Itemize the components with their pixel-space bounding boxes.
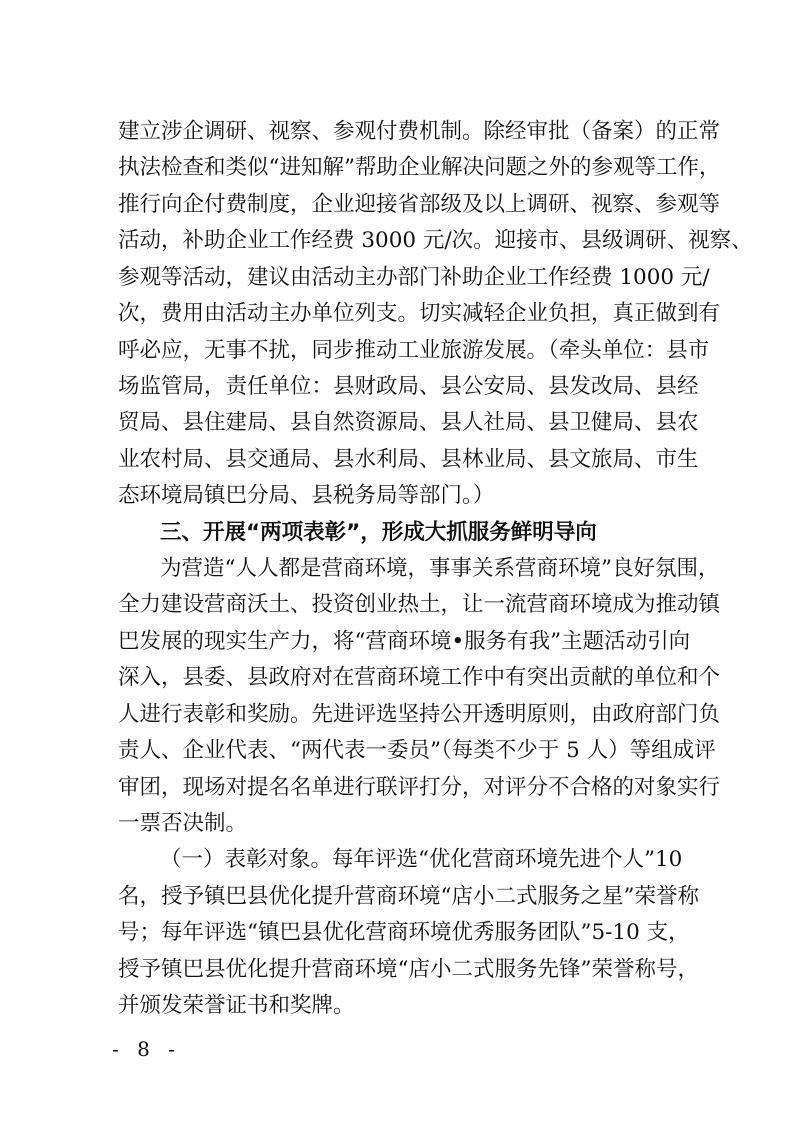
paragraph-1-line-10: 业农村局、县交通局、县水利局、县林业局、县文旅局、市生 xyxy=(118,446,699,472)
paragraph-2-line-2: 全力建设营商沃土、投资创业热土，让一流营商环境成为推动镇 xyxy=(118,592,721,618)
paragraph-1-line-8: 场监管局，责任单位：县财政局、县公安局、县发改局、县经 xyxy=(118,373,699,399)
paragraph-2-line-7: 审团，现场对提名名单进行联评打分，对评分不合格的对象实行 xyxy=(118,774,721,800)
paragraph-1-line-9: 贸局、县住建局、县自然资源局、县人社局、县卫健局、县农 xyxy=(118,410,699,436)
paragraph-2-line-1: 为营造“人人都是营商环境，事事关系营商环境”良好氛围， xyxy=(160,556,720,581)
paragraph-1-line-2: 执法检查和类似“进知解”帮助企业解决问题之外的参观等工作， xyxy=(118,155,721,181)
paragraph-1-line-1: 建立涉企调研、视察、参观付费机制。除经审批（备案）的正常 xyxy=(118,119,721,144)
paragraph-2-line-4: 深入，县委、县政府对在营商环境工作中有突出贡献的单位和个 xyxy=(118,665,721,691)
paragraph-1-line-4: 活动，补助企业工作经费 3000 元/次。迎接市、县级调研、视察、 xyxy=(118,228,753,254)
paragraph-1-line-6: 次，费用由活动主办单位列支。切实减轻企业负担，真正做到有 xyxy=(118,301,721,327)
paragraph-1-line-3: 推行向企付费制度，企业迎接省部级及以上调研、视察、参观等 xyxy=(118,191,721,217)
paragraph-2-line-6: 责人、企业代表、“两代表一委员”（每类不少于 5 人）等组成评 xyxy=(118,738,716,764)
paragraph-2-line-5: 人进行表彰和奖励。先进评选坚持公开透明原则，由政府部门负 xyxy=(118,701,721,727)
paragraph-3-line-2: 名，授予镇巴县优化提升营商环境“店小二式服务之星”荣誉称 xyxy=(118,883,699,909)
paragraph-2-line-3: 巴发展的现实生产力，将“营商环境•服务有我”主题活动引向 xyxy=(118,628,691,654)
paragraph-1-line-5: 参观等活动，建议由活动主办部门补助企业工作经费 1000 元/ xyxy=(118,264,710,290)
paragraph-2-line-8: 一票否决制。 xyxy=(118,810,248,836)
paragraph-3-line-5: 并颁发荣誉证书和奖牌。 xyxy=(118,993,355,1018)
paragraph-1-line-7: 呼必应，无事不扰，同步推动工业旅游发展。（牵头单位：县市 xyxy=(118,337,710,363)
paragraph-1-line-11: 态环境局镇巴分局、县税务局等部门。） xyxy=(118,483,495,509)
page-number: - 8 - xyxy=(112,1037,181,1061)
paragraph-3-line-1: （一）表彰对象。每年评选“优化营商环境先进个人”10 xyxy=(160,847,683,873)
section-heading-3: 三、开展“两项表彰”，形成大抓服务鲜明导向 xyxy=(160,519,597,545)
paragraph-3-line-4: 授予镇巴县优化提升营商环境“店小二式服务先锋”荣誉称号， xyxy=(118,956,699,982)
paragraph-3-line-3: 号；每年评选“镇巴县优化营商环境优秀服务团队”5-10 支， xyxy=(118,920,690,946)
